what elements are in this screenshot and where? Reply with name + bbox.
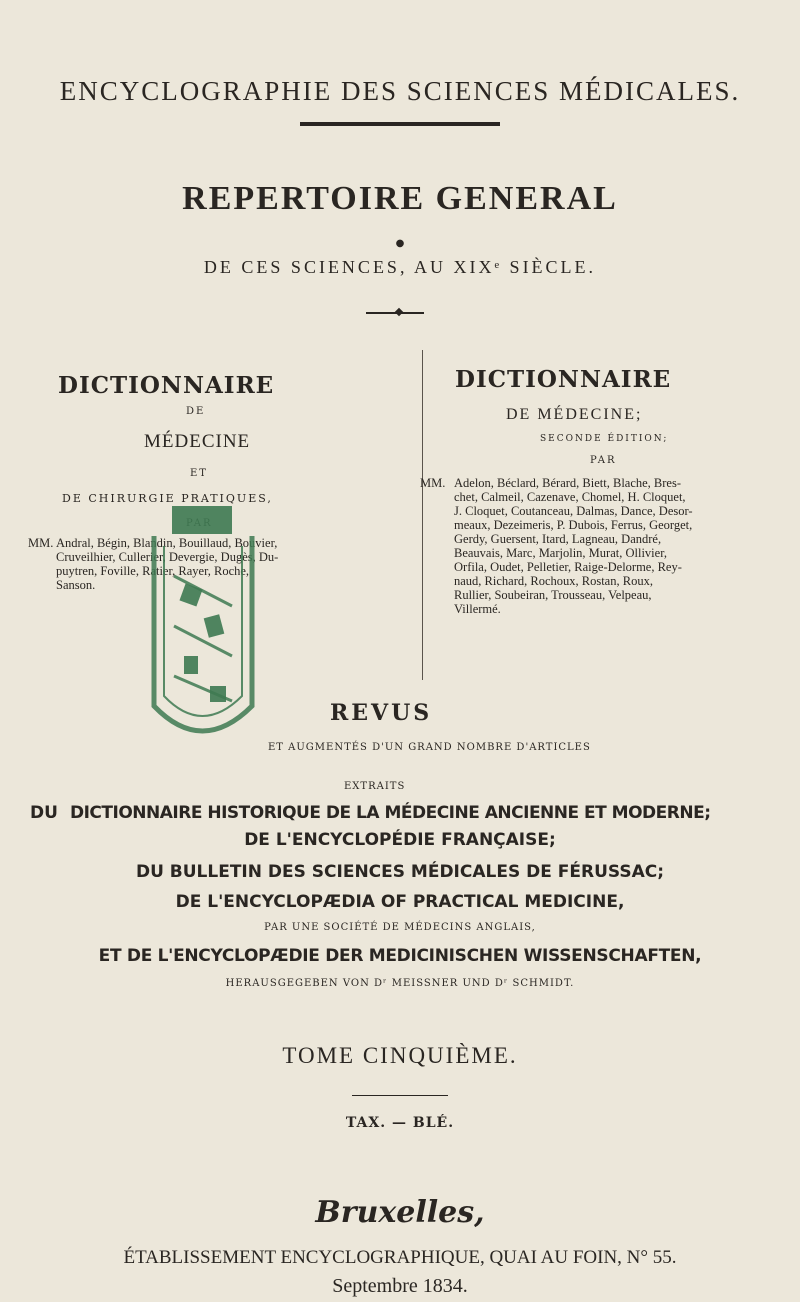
revus-heading: REVUS — [330, 700, 433, 726]
right-author-line: chet, Calmeil, Cazenave, Chomel, H. Cloquet, — [454, 490, 686, 504]
library-stamp — [144, 406, 262, 766]
right-author-line: Orfila, Oudet, Pelletier, Raige-Delorme, Rey- — [454, 560, 682, 574]
tax-range: TAX. — BLÉ. — [345, 1115, 455, 1131]
right-author-line: naud, Richard, Rochoux, Rostan, Roux, — [454, 574, 653, 588]
ref-encyclopaedia-practical: DE L'ENCYCLOPÆDIA OF PRACTICAL MEDICINE, — [175, 892, 625, 912]
right-author-line: Adelon, Béclard, Bérard, Biett, Blache, Bres- — [454, 476, 682, 490]
right-author-line: Villermé. — [454, 602, 501, 616]
right-dictionary-title: DICTIONNAIRE — [455, 366, 672, 393]
left-author-line: Andral, Bégin, Blandin, Bouillaud, Bouvier, — [56, 536, 278, 550]
ref-bulletin-ferussac: DU BULLETIN DES SCIENCES MÉDICALES DE FÉRUSSAC; — [135, 862, 665, 882]
right-mm: MM. — [420, 476, 446, 490]
publication-date: Septembre 1834. — [332, 1275, 468, 1297]
subtitle: REPERTOIRE GENERAL — [182, 180, 618, 217]
left-mm: MM. — [28, 536, 54, 550]
ornament-rule — [366, 312, 424, 314]
left-de: DE — [186, 406, 206, 417]
tome-rule — [352, 1095, 448, 1096]
left-dictionary-title: DICTIONNAIRE — [58, 372, 275, 399]
augmentes-line: ET AUGMENTÉS D'UN GRAND NOMBRE D'ARTICLES — [268, 742, 591, 753]
title-rule — [300, 122, 500, 126]
column-divider — [422, 350, 423, 680]
ornament-dot: ● — [395, 238, 405, 249]
city-imprint: Bruxelles, — [315, 1195, 485, 1230]
right-authors — [454, 476, 693, 616]
ref-societe-anglais: PAR UNE SOCIÉTÉ DE MÉDECINS ANGLAIS, — [264, 922, 536, 933]
right-author-line: Rullier, Soubeiran, Trousseau, Velpeau, — [454, 588, 652, 602]
tome-label: TOME CINQUIÈME. — [282, 1043, 518, 1068]
left-medecine: MÉDECINE — [144, 431, 251, 452]
ref-du: DU — [30, 803, 58, 823]
right-author-line: Beauvais, Marc, Marjolin, Murat, Ollivier, — [454, 546, 667, 560]
ref-herausgegeben: HERAUSGEGEBEN VON Dʳ MEISSNER UND Dʳ SCHMIDT. — [225, 978, 575, 989]
ref-encyclopaedie-wissenschaften: ET DE L'ENCYCLOPÆDIE DER MEDICINISCHEN WISSENSCHAFTEN, — [98, 946, 702, 966]
main-title: ENCYCLOGRAPHIE DES SCIENCES MÉDICALES. — [59, 76, 741, 106]
left-author-line: Cruveilhier, Cullerier, Devergie, Dugès, Du- — [56, 550, 279, 564]
left-et: ET — [190, 468, 208, 479]
left-chirurgie: DE CHIRURGIE PRATIQUES, — [62, 492, 273, 505]
right-edition: SECONDE ÉDITION; — [540, 434, 669, 444]
right-author-line: Gerdy, Guersent, Itard, Lagneau, Dandré, — [454, 532, 662, 546]
publisher-imprint: ÉTABLISSEMENT ENCYCLOGRAPHIQUE, QUAI AU FOIN, N° 55. — [123, 1247, 677, 1268]
left-author-line: Sanson. — [56, 578, 96, 592]
ref-dictionnaire-historique: DICTIONNAIRE HISTORIQUE DE LA MÉDECINE ANCIENNE ET MODERNE; — [70, 803, 711, 823]
extraits-line: EXTRAITS — [344, 781, 406, 792]
right-author-line: J. Cloquet, Coutanceau, Dalmas, Dance, Desor- — [454, 504, 693, 518]
right-subtitle: DE MÉDECINE; — [506, 406, 643, 423]
right-par: PAR — [590, 455, 617, 466]
ref-encyclopedie-francaise: DE L'ENCYCLOPÉDIE FRANÇAISE; — [244, 830, 556, 850]
scope-line: DE CES SCIENCES, AU XIXᵉ SIÈCLE. — [203, 257, 597, 277]
left-author-line: puytren, Foville, Ratier, Rayer, Roche, — [56, 564, 250, 578]
right-author-line: meaux, Dezeimeris, P. Dubois, Ferrus, Georget, — [454, 518, 693, 532]
